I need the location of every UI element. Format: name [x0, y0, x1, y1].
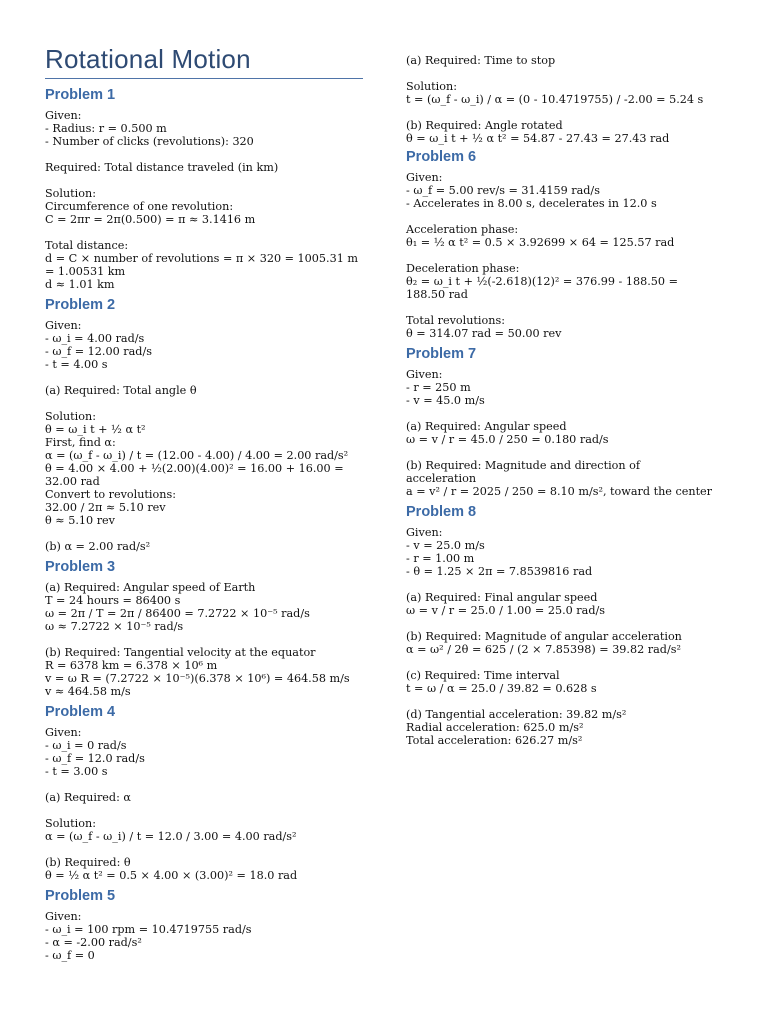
blank-line [406, 301, 736, 314]
solution-line: Total revolutions: [406, 314, 505, 327]
solution-line: θ = ω_i t + ½ α t² = 54.87 - 27.43 = 27.43 rad [406, 132, 670, 145]
problem-1-heading: Problem 1 [45, 87, 116, 103]
blank-line [45, 804, 363, 817]
solution-line: Given: [45, 319, 82, 332]
solution-line: α = ω² / 2θ = 625 / (2 × 7.85398) = 39.82 rad/s² [406, 643, 681, 656]
solution-line: - ω_f = 12.0 rad/s [45, 752, 145, 765]
blank-line [45, 226, 363, 239]
problem-7-section [406, 344, 736, 498]
solution-line: Given: [45, 109, 82, 122]
blank-line [45, 633, 363, 646]
blank-line [45, 371, 363, 384]
blank-line [406, 249, 736, 262]
solution-line: Circumference of one revolution: [45, 200, 234, 213]
solution-line: C = 2πr = 2π(0.500) = π ≈ 3.1416 m [45, 213, 256, 226]
solution-line: ω = v / r = 25.0 / 1.00 = 25.0 rad/s [406, 604, 605, 617]
solution-line: θ = 314.07 rad = 50.00 rev [406, 327, 562, 340]
solution-line: R = 6378 km = 6.378 × 10⁶ m [45, 659, 218, 672]
solution-line: - v = 45.0 m/s [406, 394, 485, 407]
solution-line: Deceleration phase: [406, 262, 520, 275]
solution-line: (a) Required: Final angular speed [406, 591, 598, 604]
problem-4-section [45, 702, 363, 882]
solution-line: - ω_i = 100 rpm = 10.4719755 rad/s [45, 923, 252, 936]
problem-5-heading: Problem 5 [45, 888, 116, 904]
problem-6-section [406, 147, 736, 340]
blank-line [45, 397, 363, 410]
solution-line: Given: [45, 910, 82, 923]
blank-line [406, 617, 736, 630]
problem-6-heading: Problem 6 [406, 149, 477, 165]
solution-line: (a) Required: Angular speed of Earth [45, 581, 256, 594]
solution-line: θ = 4.00 × 4.00 + ½(2.00)(4.00)² = 16.00 + 16.00 = [45, 462, 344, 475]
solution-line: Total acceleration: 626.27 m/s² [406, 734, 583, 747]
solution-line: (a) Required: Time to stop [406, 54, 556, 67]
blank-line [45, 148, 363, 161]
right-column [406, 54, 736, 747]
solution-line: (b) Required: Tangential velocity at the equator [45, 646, 316, 659]
solution-line: θ₁ = ½ α t² = 0.5 × 3.92699 × 64 = 125.57 rad [406, 236, 675, 249]
blank-line [45, 527, 363, 540]
blank-line [406, 106, 736, 119]
problem-7-heading: Problem 7 [406, 346, 477, 362]
solution-line: Solution: [45, 187, 96, 200]
problem-6-body [406, 171, 736, 340]
solution-line: 32.00 rad [45, 475, 100, 488]
solution-line: d = C × number of revolutions = π × 320 = 1005.31 m [45, 252, 358, 265]
solution-line: Solution: [45, 410, 96, 423]
problem-3-body [45, 581, 363, 698]
solution-line: Total distance: [45, 239, 129, 252]
solution-line: - ω_f = 0 [45, 949, 95, 962]
solution-line: θ = ω_i t + ½ α t² [45, 423, 146, 436]
problem-1-section [45, 85, 363, 291]
solution-line: - ω_i = 4.00 rad/s [45, 332, 145, 345]
solution-line: - Number of clicks (revolutions): 320 [45, 135, 254, 148]
solution-line: - ω_f = 5.00 rev/s = 31.4159 rad/s [406, 184, 600, 197]
solution-line: - θ = 1.25 × 2π = 7.8539816 rad [406, 565, 593, 578]
blank-line [406, 210, 736, 223]
solution-line: - r = 1.00 m [406, 552, 475, 565]
solution-line: t = (ω_f - ω_i) / α = (0 - 10.4719755) / -2.00 = 5.24 s [406, 93, 704, 106]
solution-line: ω = v / r = 45.0 / 250 = 0.180 rad/s [406, 433, 609, 446]
solution-line: (d) Tangential acceleration: 39.82 m/s² [406, 708, 627, 721]
solution-line: (b) Required: Angle rotated [406, 119, 563, 132]
left-column [45, 44, 363, 962]
problem-3-heading: Problem 3 [45, 559, 116, 575]
solution-line: - ω_i = 0 rad/s [45, 739, 127, 752]
solution-line: θ = ½ α t² = 0.5 × 4.00 × (3.00)² = 18.0 rad [45, 869, 298, 882]
solution-line: Required: Total distance traveled (in km) [45, 161, 279, 174]
problem-4-body [45, 726, 363, 882]
solution-line: α = (ω_f - ω_i) / t = (12.00 - 4.00) / 4.00 = 2.00 rad/s² [45, 449, 349, 462]
solution-line: - ω_f = 12.00 rad/s [45, 345, 152, 358]
problem-5-body [45, 910, 363, 962]
solution-line: α = (ω_f - ω_i) / t = 12.0 / 3.00 = 4.00 rad/s² [45, 830, 297, 843]
solution-line: Solution: [45, 817, 96, 830]
blank-line [406, 67, 736, 80]
solution-line: Given: [406, 368, 443, 381]
solution-line: - r = 250 m [406, 381, 471, 394]
problem-3-section [45, 557, 363, 698]
solution-line: acceleration [406, 472, 477, 485]
solution-line: t = ω / α = 25.0 / 39.82 = 0.628 s [406, 682, 597, 695]
blank-line [406, 656, 736, 669]
solution-line: Radial acceleration: 625.0 m/s² [406, 721, 584, 734]
solution-line: v = ω R = (7.2722 × 10⁻⁵)(6.378 × 10⁶) = 464.58 m/s [45, 672, 350, 685]
solution-line: (a) Required: Total angle θ [45, 384, 197, 397]
solution-line: = 1.00531 km [45, 265, 126, 278]
problem-2-heading: Problem 2 [45, 297, 116, 313]
solution-line: 188.50 rad [406, 288, 468, 301]
solution-line: - Accelerates in 8.00 s, decelerates in 12.0 s [406, 197, 657, 210]
solution-line: First, find α: [45, 436, 116, 449]
problem-8-section [406, 502, 736, 747]
solution-line: - Radius: r = 0.500 m [45, 122, 167, 135]
problem-4-heading: Problem 4 [45, 704, 116, 720]
blank-line [45, 174, 363, 187]
solution-line: Solution: [406, 80, 457, 93]
solution-line: (b) Required: Magnitude and direction of [406, 459, 641, 472]
problem-8-body [406, 526, 736, 747]
solution-line: (a) Required: Angular speed [406, 420, 567, 433]
solution-line: T = 24 hours = 86400 s [45, 594, 181, 607]
solution-line: (b) α = 2.00 rad/s² [45, 540, 151, 553]
solution-line: v ≈ 464.58 m/s [45, 685, 131, 698]
blank-line [406, 578, 736, 591]
blank-line [406, 446, 736, 459]
blank-line [406, 407, 736, 420]
problem-5-section [45, 886, 363, 962]
problem-5-continued-body [406, 54, 736, 145]
solution-line: (c) Required: Time interval [406, 669, 560, 682]
blank-line [45, 778, 363, 791]
solution-line: Given: [45, 726, 82, 739]
document-title: Rotational Motion [45, 44, 363, 79]
solution-line: θ ≈ 5.10 rev [45, 514, 115, 527]
solution-line: - α = -2.00 rad/s² [45, 936, 142, 949]
solution-line: - v = 25.0 m/s [406, 539, 485, 552]
solution-line: - t = 3.00 s [45, 765, 108, 778]
problem-2-body [45, 319, 363, 553]
solution-line: ω = 2π / T = 2π / 86400 = 7.2722 × 10⁻⁵ rad/s [45, 607, 310, 620]
solution-line: Acceleration phase: [406, 223, 519, 236]
solution-line: d ≈ 1.01 km [45, 278, 115, 291]
problem-2-section [45, 295, 363, 553]
problem-7-body [406, 368, 736, 498]
blank-line [45, 843, 363, 856]
solution-line: 32.00 / 2π ≈ 5.10 rev [45, 501, 166, 514]
solution-line: Convert to revolutions: [45, 488, 176, 501]
solution-line: Given: [406, 526, 443, 539]
problem-1-body [45, 109, 363, 291]
solution-line: ω ≈ 7.2722 × 10⁻⁵ rad/s [45, 620, 184, 633]
solution-line: - t = 4.00 s [45, 358, 108, 371]
solution-line: (b) Required: Magnitude of angular acceleration [406, 630, 682, 643]
solution-line: a = v² / r = 2025 / 250 = 8.10 m/s², toward the center [406, 485, 713, 498]
problem-5-continued [406, 54, 736, 145]
solution-line: Given: [406, 171, 443, 184]
blank-line [406, 695, 736, 708]
problem-8-heading: Problem 8 [406, 504, 477, 520]
solution-line: (b) Required: θ [45, 856, 131, 869]
solution-line: (a) Required: α [45, 791, 131, 804]
solution-line: θ₂ = ω_i t + ½(-2.618)(12)² = 376.99 - 188.50 = [406, 275, 678, 288]
